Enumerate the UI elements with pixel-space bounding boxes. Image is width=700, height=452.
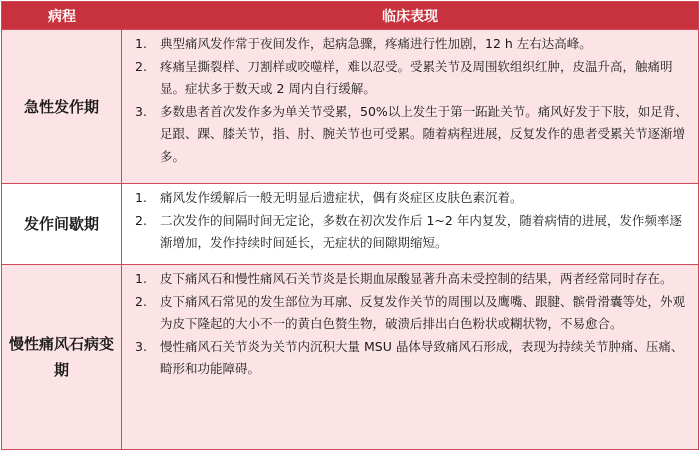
stage-label: 慢性痛风石病变期 [2, 265, 122, 449]
item-text: 痛风发作缓解后一般无明显后遗症状，偶有炎症区皮肤色素沉着。 [160, 190, 523, 205]
item-text: 二次发作的间隔时间无定论，多数在初次发作后 1~2 年内复发，随着病情的进展，发作频率逐渐增加，发作持续时间延长，无症状的间隙期缩短。 [160, 212, 682, 251]
manifestation-list [122, 30, 698, 183]
header-manifestation: 临床表现 [382, 8, 438, 25]
table-row-acute [2, 29, 698, 183]
table-header [2, 2, 698, 29]
item-number: 1. [135, 36, 147, 51]
item-text: 慢性痛风石关节炎为关节内沉积大量 MSU 晶体导致痛风石形成，表现为持续关节肿痛、压痛、畸形和功能障碍。 [160, 338, 684, 377]
item-number: 3. [135, 338, 147, 354]
item-text: 多数患者首次发作多为单关节受累，50%以上发生于第一跖趾关节。痛风好发于下肢，如足背、足跟、踝、膝关节，指、肘、腕关节也可受累。随着病程进展，反复发作的患者受累关节逐渐增多。 [160, 103, 688, 164]
list-item [122, 101, 688, 169]
list-item [122, 33, 688, 56]
list-item [122, 268, 688, 291]
stage-label: 发作间歇期 [2, 184, 122, 264]
list-item [122, 187, 688, 210]
item-number: 2. [135, 293, 147, 309]
item-number: 2. [135, 58, 147, 74]
header-stage: 病程 [48, 8, 76, 25]
item-number: 1. [135, 271, 147, 286]
item-number: 2. [135, 212, 147, 228]
table-row-chronic [2, 264, 698, 449]
manifestation-list [122, 265, 698, 449]
item-text: 典型痛风发作常于夜间发作，起病急骤，疼痛进行性加剧，12 h 左右达高峰。 [160, 36, 592, 51]
stage-label: 急性发作期 [2, 30, 122, 183]
item-number: 3. [135, 103, 147, 119]
list-item [122, 336, 688, 381]
clinical-manifestation-table [1, 1, 699, 450]
item-text: 皮下痛风石常见的发生部位为耳廓、反复发作关节的周围以及鹰嘴、跟腱、髌骨滑囊等处，外观为皮下隆起的大小不一的黄白色赘生物，破溃后排出白色粉状或糊状物，不易愈合。 [160, 293, 686, 332]
list-item [122, 291, 688, 336]
list-item [122, 56, 688, 101]
item-text: 皮下痛风石和慢性痛风石关节炎是长期血尿酸显著升高未受控制的结果，两者经常同时存在。 [160, 271, 673, 286]
list-item [122, 210, 688, 255]
table-row-interval [2, 183, 698, 264]
manifestation-list [122, 184, 698, 264]
item-text: 疼痛呈撕裂样、刀割样或咬噬样，难以忍受。受累关节及周围软组织红肿，皮温升高，触痛明显。症状多于数天或 2 周内自行缓解。 [160, 58, 673, 97]
item-number: 1. [135, 190, 147, 205]
